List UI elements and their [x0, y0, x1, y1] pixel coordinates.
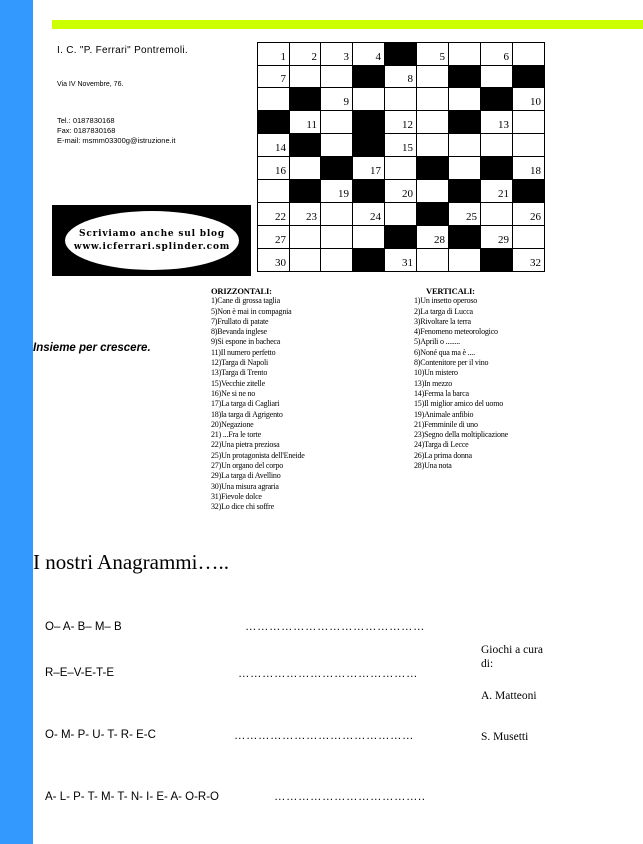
crossword-cell[interactable] [385, 111, 417, 134]
crossword-cell[interactable] [321, 42, 353, 66]
crossword-cell-number: 30 [275, 257, 286, 269]
crossword-black-cell [353, 111, 385, 134]
anagram-answer-line[interactable]: ……………………………………… [238, 668, 418, 680]
crossword-cell[interactable] [513, 88, 545, 111]
crossword-cell-number: 11 [306, 119, 317, 131]
clue-item: 32)Lo dice chi soffre [211, 502, 274, 512]
crossword-black-cell [417, 157, 449, 180]
clues-vertical [414, 286, 508, 471]
clues-vertical-title: VERTICALI: [426, 286, 475, 296]
school-fax: Fax: 0187830168 [57, 126, 116, 135]
crossword-cell[interactable] [481, 111, 513, 134]
crossword-cell[interactable] [481, 180, 513, 203]
crossword-cell[interactable] [353, 226, 385, 249]
crossword-cell[interactable] [321, 65, 353, 88]
crossword-cell[interactable] [321, 203, 353, 226]
crossword-cell-number: 5 [439, 51, 445, 63]
crossword-cell[interactable] [257, 226, 290, 249]
clue-item: 11)Il numero perfetto [211, 347, 276, 357]
crossword-cell-number: 7 [280, 73, 286, 85]
clue-item: 19)Animale anfibio [414, 409, 474, 419]
anagram-letters: R–E–V-E-T-E [45, 667, 115, 679]
crossword-black-cell [353, 180, 385, 203]
crossword-cell[interactable] [513, 134, 545, 157]
clue-item: 3)Rivoltare la terra [414, 316, 471, 326]
crossword-cell[interactable] [385, 180, 417, 203]
clue-item: 31)Fievole dolce [211, 491, 262, 501]
clue-item: 12)Targa di Napoli [211, 358, 269, 368]
crossword-cell-number: 3 [343, 51, 349, 63]
clue-item: 13)Targa di Trento [211, 368, 268, 378]
crossword-cell[interactable] [513, 42, 545, 66]
clue-item: 5)Aprili o ........ [414, 337, 460, 347]
crossword-black-cell [481, 88, 513, 111]
crossword-black-cell [353, 249, 385, 272]
crossword-black-cell [289, 180, 321, 203]
clue-item: 21) ...Fra le torte [211, 430, 261, 440]
crossword-cell[interactable] [385, 249, 417, 272]
crossword-black-cell [385, 226, 417, 249]
crossword-cell-number: 18 [530, 165, 541, 177]
credits-label: Giochi a cura [481, 644, 543, 656]
crossword-cell[interactable] [385, 157, 417, 180]
crossword-cell[interactable] [417, 42, 449, 66]
anagram-letters: A- L- P- T- M- T- N- I- E- A- O-R-O [45, 791, 219, 803]
clue-item: 14)Ferma la barca [414, 388, 469, 398]
clue-item: 21)Femminile di uno [414, 419, 478, 429]
credits [481, 643, 543, 744]
crossword-cell[interactable] [289, 226, 321, 249]
clue-item: 8)Bevanda inglese [211, 327, 267, 337]
crossword-cell[interactable] [257, 65, 290, 88]
crossword-cell-number: 13 [498, 119, 509, 131]
clue-item: 9)Si espone in bacheca [211, 337, 281, 347]
anagram-letters: O– A- B– M– B [45, 621, 122, 633]
clue-item: 24)Targa di Lecce [414, 440, 469, 450]
clues-horizontal-list [211, 296, 305, 512]
crossword-cell-number: 27 [275, 234, 286, 246]
crossword-cell[interactable] [257, 180, 290, 203]
crossword-cell[interactable] [481, 134, 513, 157]
crossword-cell-number: 22 [275, 211, 286, 223]
crossword-cell[interactable] [417, 249, 449, 272]
crossword-black-cell [481, 249, 513, 272]
crossword-black-cell [449, 65, 481, 88]
blog-ellipse [65, 211, 239, 270]
credits-author-1: A. Matteoni [481, 690, 537, 702]
crossword-cell-number: 17 [370, 165, 381, 177]
crossword-black-cell [289, 88, 321, 111]
crossword-black-cell [321, 157, 353, 180]
crossword-cell[interactable] [353, 42, 385, 66]
clue-item: 29)La targa di Avellino [211, 471, 281, 481]
crossword-cell-number: 8 [407, 73, 413, 85]
crossword-cell-number: 19 [338, 188, 349, 200]
crossword-cell[interactable] [481, 226, 513, 249]
clue-item: 23)Segno della moltiplicazione [414, 430, 508, 440]
clue-item: 13)In mezzo [414, 378, 453, 388]
crossword-black-cell [513, 180, 545, 203]
crossword-cell-number: 29 [498, 234, 509, 246]
motto: Insieme per crescere. [33, 342, 151, 354]
crossword-cell[interactable] [449, 88, 481, 111]
clues-horizontal [211, 286, 305, 513]
crossword-cell-number: 28 [434, 234, 445, 246]
crossword-cell[interactable] [257, 42, 290, 66]
crossword-cell-number: 16 [275, 165, 286, 177]
crossword-cell[interactable] [321, 134, 353, 157]
crossword-cell-number: 24 [370, 211, 381, 223]
crossword-cell-number: 10 [530, 96, 541, 108]
crossword-black-cell [481, 157, 513, 180]
crossword-cell[interactable] [513, 249, 545, 272]
crossword-black-cell [353, 134, 385, 157]
crossword-cell-number: 12 [402, 119, 413, 131]
crossword-cell-number: 32 [530, 257, 541, 269]
crossword-black-cell [417, 203, 449, 226]
crossword-cell[interactable] [449, 249, 481, 272]
crossword-cell-number: 14 [275, 142, 286, 154]
clue-item: 22)Una pietra preziosa [211, 440, 280, 450]
crossword-cell[interactable] [417, 134, 449, 157]
crossword-cell[interactable] [481, 203, 513, 226]
crossword-black-cell [449, 111, 481, 134]
crossword-cell[interactable] [289, 65, 321, 88]
crossword-cell[interactable] [385, 134, 417, 157]
crossword-cell[interactable] [289, 157, 321, 180]
crossword-cell[interactable] [449, 157, 481, 180]
anagram-answer-line[interactable]: ……………………………….. [274, 791, 426, 803]
clue-item: 1)Cane di grossa taglia [211, 296, 280, 306]
credits-author-2: S. Musetti [481, 731, 529, 743]
clue-item: 16)Ne si ne no [211, 388, 256, 398]
clues-vertical-list [414, 296, 508, 471]
clue-item: 1)Un insetto operoso [414, 296, 478, 306]
crossword-black-cell [385, 42, 417, 66]
crossword-cell[interactable] [321, 249, 353, 272]
crossword-cell[interactable] [257, 134, 290, 157]
crossword-cell-number: 2 [311, 51, 317, 63]
school-name: I. C. "P. Ferrari" Pontremoli. [57, 45, 188, 56]
crossword-cell[interactable] [417, 111, 449, 134]
clue-item: 15)Il miglior amico del uomo [414, 399, 504, 409]
credits-label-2: di: [481, 658, 494, 670]
crossword-cell[interactable] [481, 65, 513, 88]
clue-item: 25)Un protagonista dell'Eneide [211, 450, 305, 460]
school-contacts [57, 116, 175, 146]
crossword-cell[interactable] [385, 88, 417, 111]
anagram-answer-line[interactable]: ……………………………………… [245, 621, 425, 633]
crossword-cell-number: 25 [466, 211, 477, 223]
crossword-cell[interactable] [385, 203, 417, 226]
crossword-cell[interactable] [257, 88, 290, 111]
crossword-cell[interactable] [513, 226, 545, 249]
crossword-black-cell [449, 226, 481, 249]
crossword-cell[interactable] [417, 88, 449, 111]
crossword-cell[interactable] [449, 134, 481, 157]
crossword-cell[interactable] [321, 111, 353, 134]
crossword-cell-number: 21 [498, 188, 509, 200]
anagram-answer-line[interactable]: ……………………………………… [234, 730, 414, 742]
blog-url: www.icferrari.splinder.com [73, 241, 231, 252]
crossword-cell[interactable] [257, 157, 290, 180]
crossword-cell[interactable] [417, 180, 449, 203]
crossword-cell[interactable] [449, 203, 481, 226]
left-accent-bar [0, 0, 33, 844]
clues-horizontal-title: ORIZZONTALI: [211, 286, 272, 296]
crossword-cell[interactable] [449, 42, 481, 66]
clue-item: 10)Un mistero [414, 368, 458, 378]
clue-item: 8)Contenitore per il vino [414, 358, 489, 368]
clue-item: 4)Fenomeno meteorologico [414, 327, 498, 337]
crossword-cell[interactable] [289, 203, 321, 226]
clue-item: 2)La targa di Lucca [414, 306, 473, 316]
crossword-cell-number: 31 [402, 257, 413, 269]
crossword-cell-number: 15 [402, 142, 413, 154]
clue-item: 27)Un organo del corpo [211, 461, 284, 471]
crossword-black-cell [449, 180, 481, 203]
school-email: E-mail: msmm03300g@istruzione.it [57, 136, 176, 145]
crossword-cell[interactable] [481, 42, 513, 66]
crossword-cell[interactable] [257, 249, 290, 272]
crossword-cell-number: 4 [375, 51, 381, 63]
crossword-cell-number: 6 [503, 51, 509, 63]
blog-caption: Scriviamo anche sul blog [79, 228, 225, 239]
crossword-cell[interactable] [385, 65, 417, 88]
top-accent-line [52, 20, 643, 29]
clue-item: 5)Non è mai in compagnia [211, 306, 292, 316]
crossword-black-cell [353, 65, 385, 88]
crossword-cell[interactable] [257, 203, 290, 226]
school-address: Via IV Novembre, 76. [57, 81, 124, 88]
crossword-cell[interactable] [353, 157, 385, 180]
clue-item: 17)La targa di Cagliari [211, 399, 280, 409]
crossword-grid [257, 42, 575, 276]
crossword-cell[interactable] [289, 249, 321, 272]
crossword-cell[interactable] [321, 180, 353, 203]
school-tel: Tel.: 0187830168 [57, 116, 115, 125]
crossword-cell[interactable] [417, 226, 449, 249]
clue-item: 26)La prima donna [414, 450, 472, 460]
crossword-cell-number: 1 [280, 51, 286, 63]
clue-item: 20)Negazione [211, 419, 254, 429]
clue-item: 28)Una nota [414, 461, 452, 471]
crossword-black-cell [257, 111, 290, 134]
anagram-letters: O- M- P- U- T- R- E-C [45, 729, 156, 741]
clue-item: 30)Una misura agraria [211, 481, 279, 491]
crossword-cell-number: 26 [530, 211, 541, 223]
crossword-cell[interactable] [513, 203, 545, 226]
clue-item: 15)Vecchie zitelle [211, 378, 265, 388]
crossword-cell[interactable] [289, 42, 321, 66]
crossword-cell[interactable] [417, 65, 449, 88]
crossword-cell[interactable] [513, 111, 545, 134]
crossword-black-cell [513, 65, 545, 88]
blog-banner [52, 205, 251, 276]
anagrams-title: I nostri Anagrammi….. [33, 550, 229, 574]
clue-item: 6)Noné qua ma è .... [414, 347, 475, 357]
crossword-cell-number: 20 [402, 188, 413, 200]
crossword-cell[interactable] [321, 226, 353, 249]
crossword-cell[interactable] [513, 157, 545, 180]
crossword-cell[interactable] [353, 88, 385, 111]
clue-item: 7)Frullato di patate [211, 316, 269, 326]
crossword-black-cell [289, 134, 321, 157]
crossword-cell[interactable] [321, 88, 353, 111]
crossword-cell-number: 23 [306, 211, 317, 223]
crossword-cell[interactable] [353, 203, 385, 226]
crossword-cell-number: 9 [343, 96, 349, 108]
crossword-cell[interactable] [289, 111, 321, 134]
clue-item: 18)la targa di Agrigento [211, 409, 283, 419]
